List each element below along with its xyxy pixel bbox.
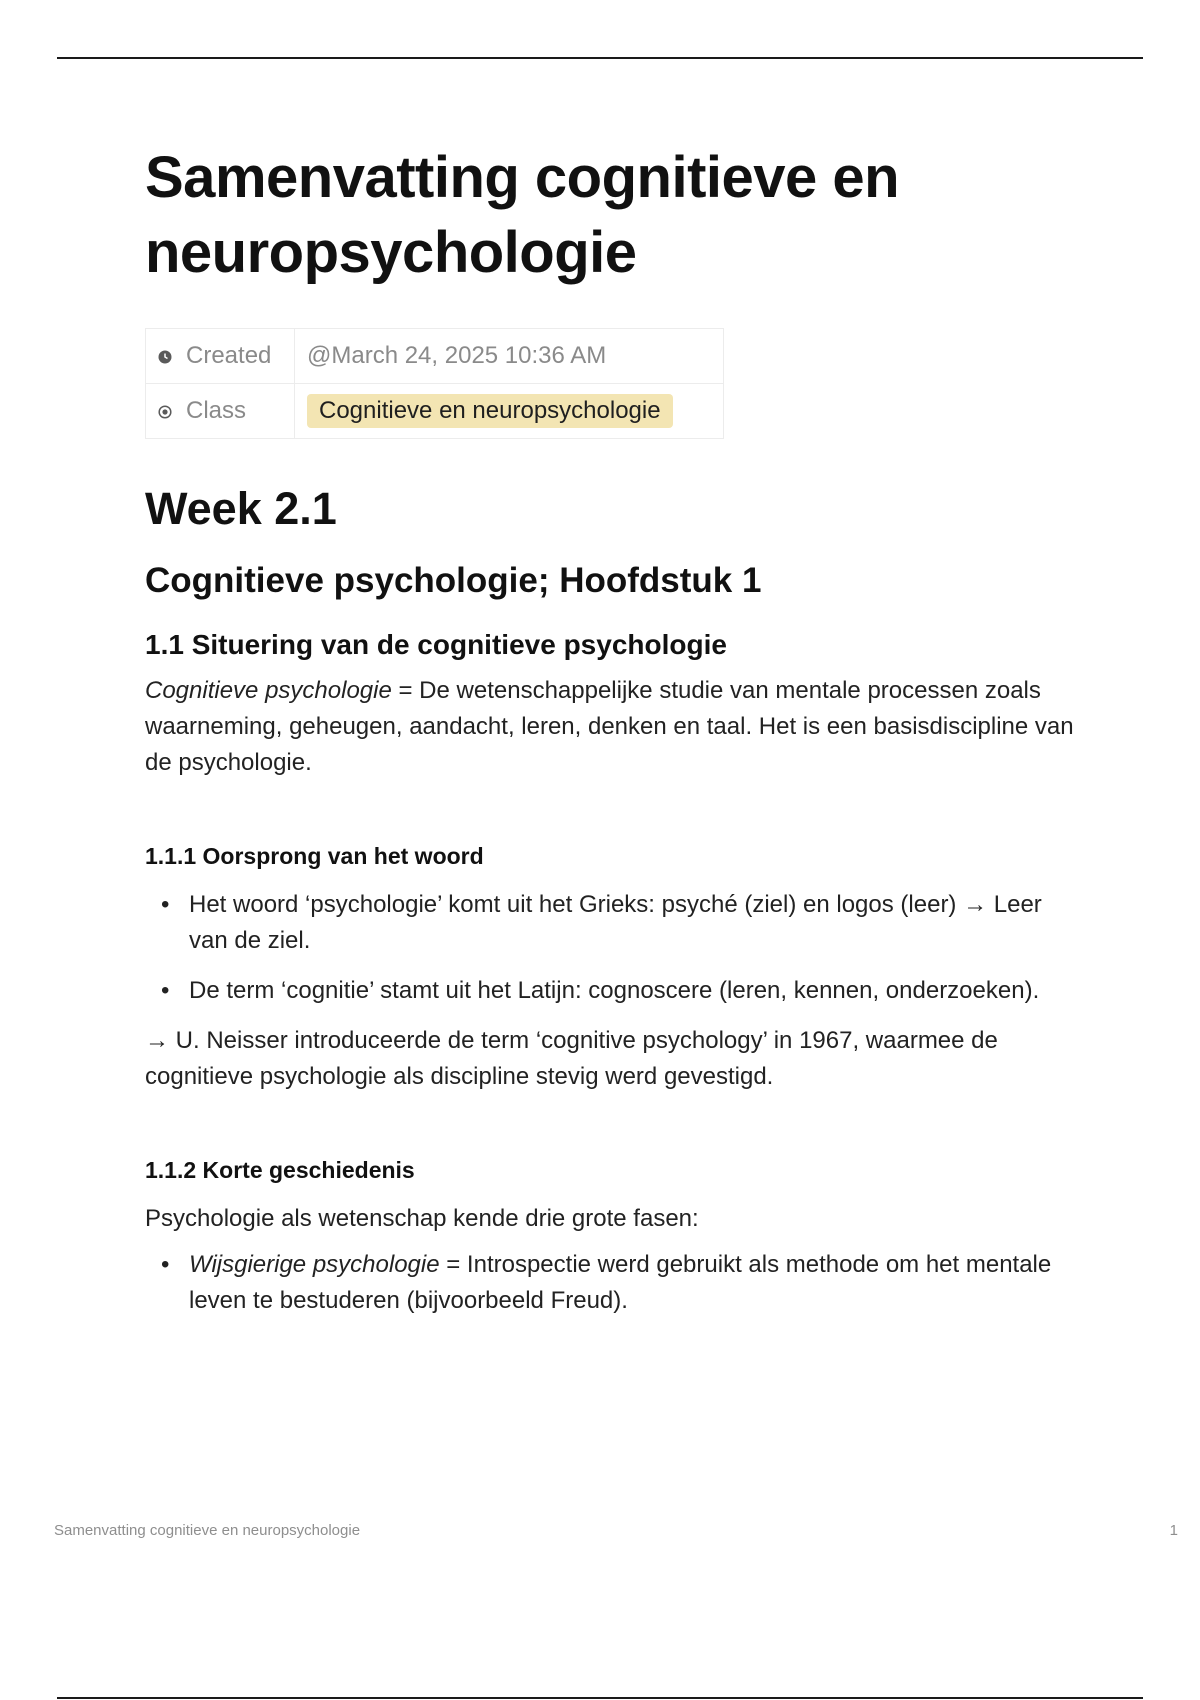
list-item-text: = Introspectie werd gebruikt als methode om het mentale leven te bestuderen (bijvoorbeeld Freud). <box>189 1251 1052 1314</box>
definition-paragraph <box>145 673 1075 781</box>
class-tag[interactable]: Cognitieve en neuropsychologie <box>307 394 673 428</box>
target-icon <box>158 398 172 412</box>
heading-week: Week 2.1 <box>145 483 337 534</box>
clock-icon <box>158 343 172 357</box>
definition-text: = De wetenschappelijke studie van mentale processen zoals waarneming, geheugen, aandacht, leren, denken en taal. Het is een basisdiscipline van de psychologie. <box>145 677 1074 776</box>
history-intro: Psychologie als wetenschap kende drie grote fasen: <box>145 1205 699 1232</box>
top-divider <box>57 57 1143 59</box>
property-name-created <box>146 329 295 384</box>
footer-title: Samenvatting cognitieve en neuropsychologie <box>54 1522 361 1539</box>
property-name-class <box>146 384 295 439</box>
property-row-class <box>146 384 724 439</box>
heading-chapter: Cognitieve psychologie; Hoofdstuk 1 <box>145 561 762 600</box>
bullet-list-origin <box>145 887 1075 1009</box>
heading-section-1-1-1: 1.1.1 Oorsprong van het woord <box>145 843 484 869</box>
bullet-list-history <box>145 1247 1075 1319</box>
heading-section-1-1: 1.1 Situering van de cognitieve psychologie <box>145 629 727 660</box>
bullet-icon: • <box>161 891 170 918</box>
bullet-icon: • <box>161 977 170 1004</box>
page-number: 1 <box>1169 1522 1178 1539</box>
property-row-created <box>146 329 724 384</box>
page-title: Samenvatting cognitieve en neuropsychologie <box>145 145 900 285</box>
list-item: • Het woord ‘psychologie’ komt uit het Grieks: psyché (ziel) en logos (leer) → Leer van de ziel. <box>189 887 1075 959</box>
property-label: Class <box>186 397 247 424</box>
created-date-value: @March 24, 2025 10:36 AM <box>295 329 724 384</box>
bullet-icon: • <box>161 1251 170 1278</box>
definition-term: Cognitieve psychologie <box>145 677 392 704</box>
spacer <box>145 781 1075 841</box>
note-paragraph: → U. Neisser introduceerde de term ‘cognitive psychology’ in 1967, waarmee de cognitieve psychologie als discipline stevig werd gevestigd. <box>145 1027 998 1090</box>
list-item: • De term ‘cognitie’ stamt uit het Latijn: cognoscere (leren, kennen, onderzoeken). <box>189 973 1075 1009</box>
class-value-cell <box>295 384 724 439</box>
properties-table <box>145 328 724 439</box>
heading-section-1-1-2: 1.1.2 Korte geschiedenis <box>145 1157 415 1183</box>
list-item <box>161 1247 1075 1319</box>
spacer <box>145 1095 1075 1155</box>
bottom-divider <box>57 1697 1143 1699</box>
list-item-term: Wijsgierige psychologie <box>189 1251 440 1278</box>
property-label: Created <box>186 342 272 369</box>
document-body <box>145 140 1075 1333</box>
